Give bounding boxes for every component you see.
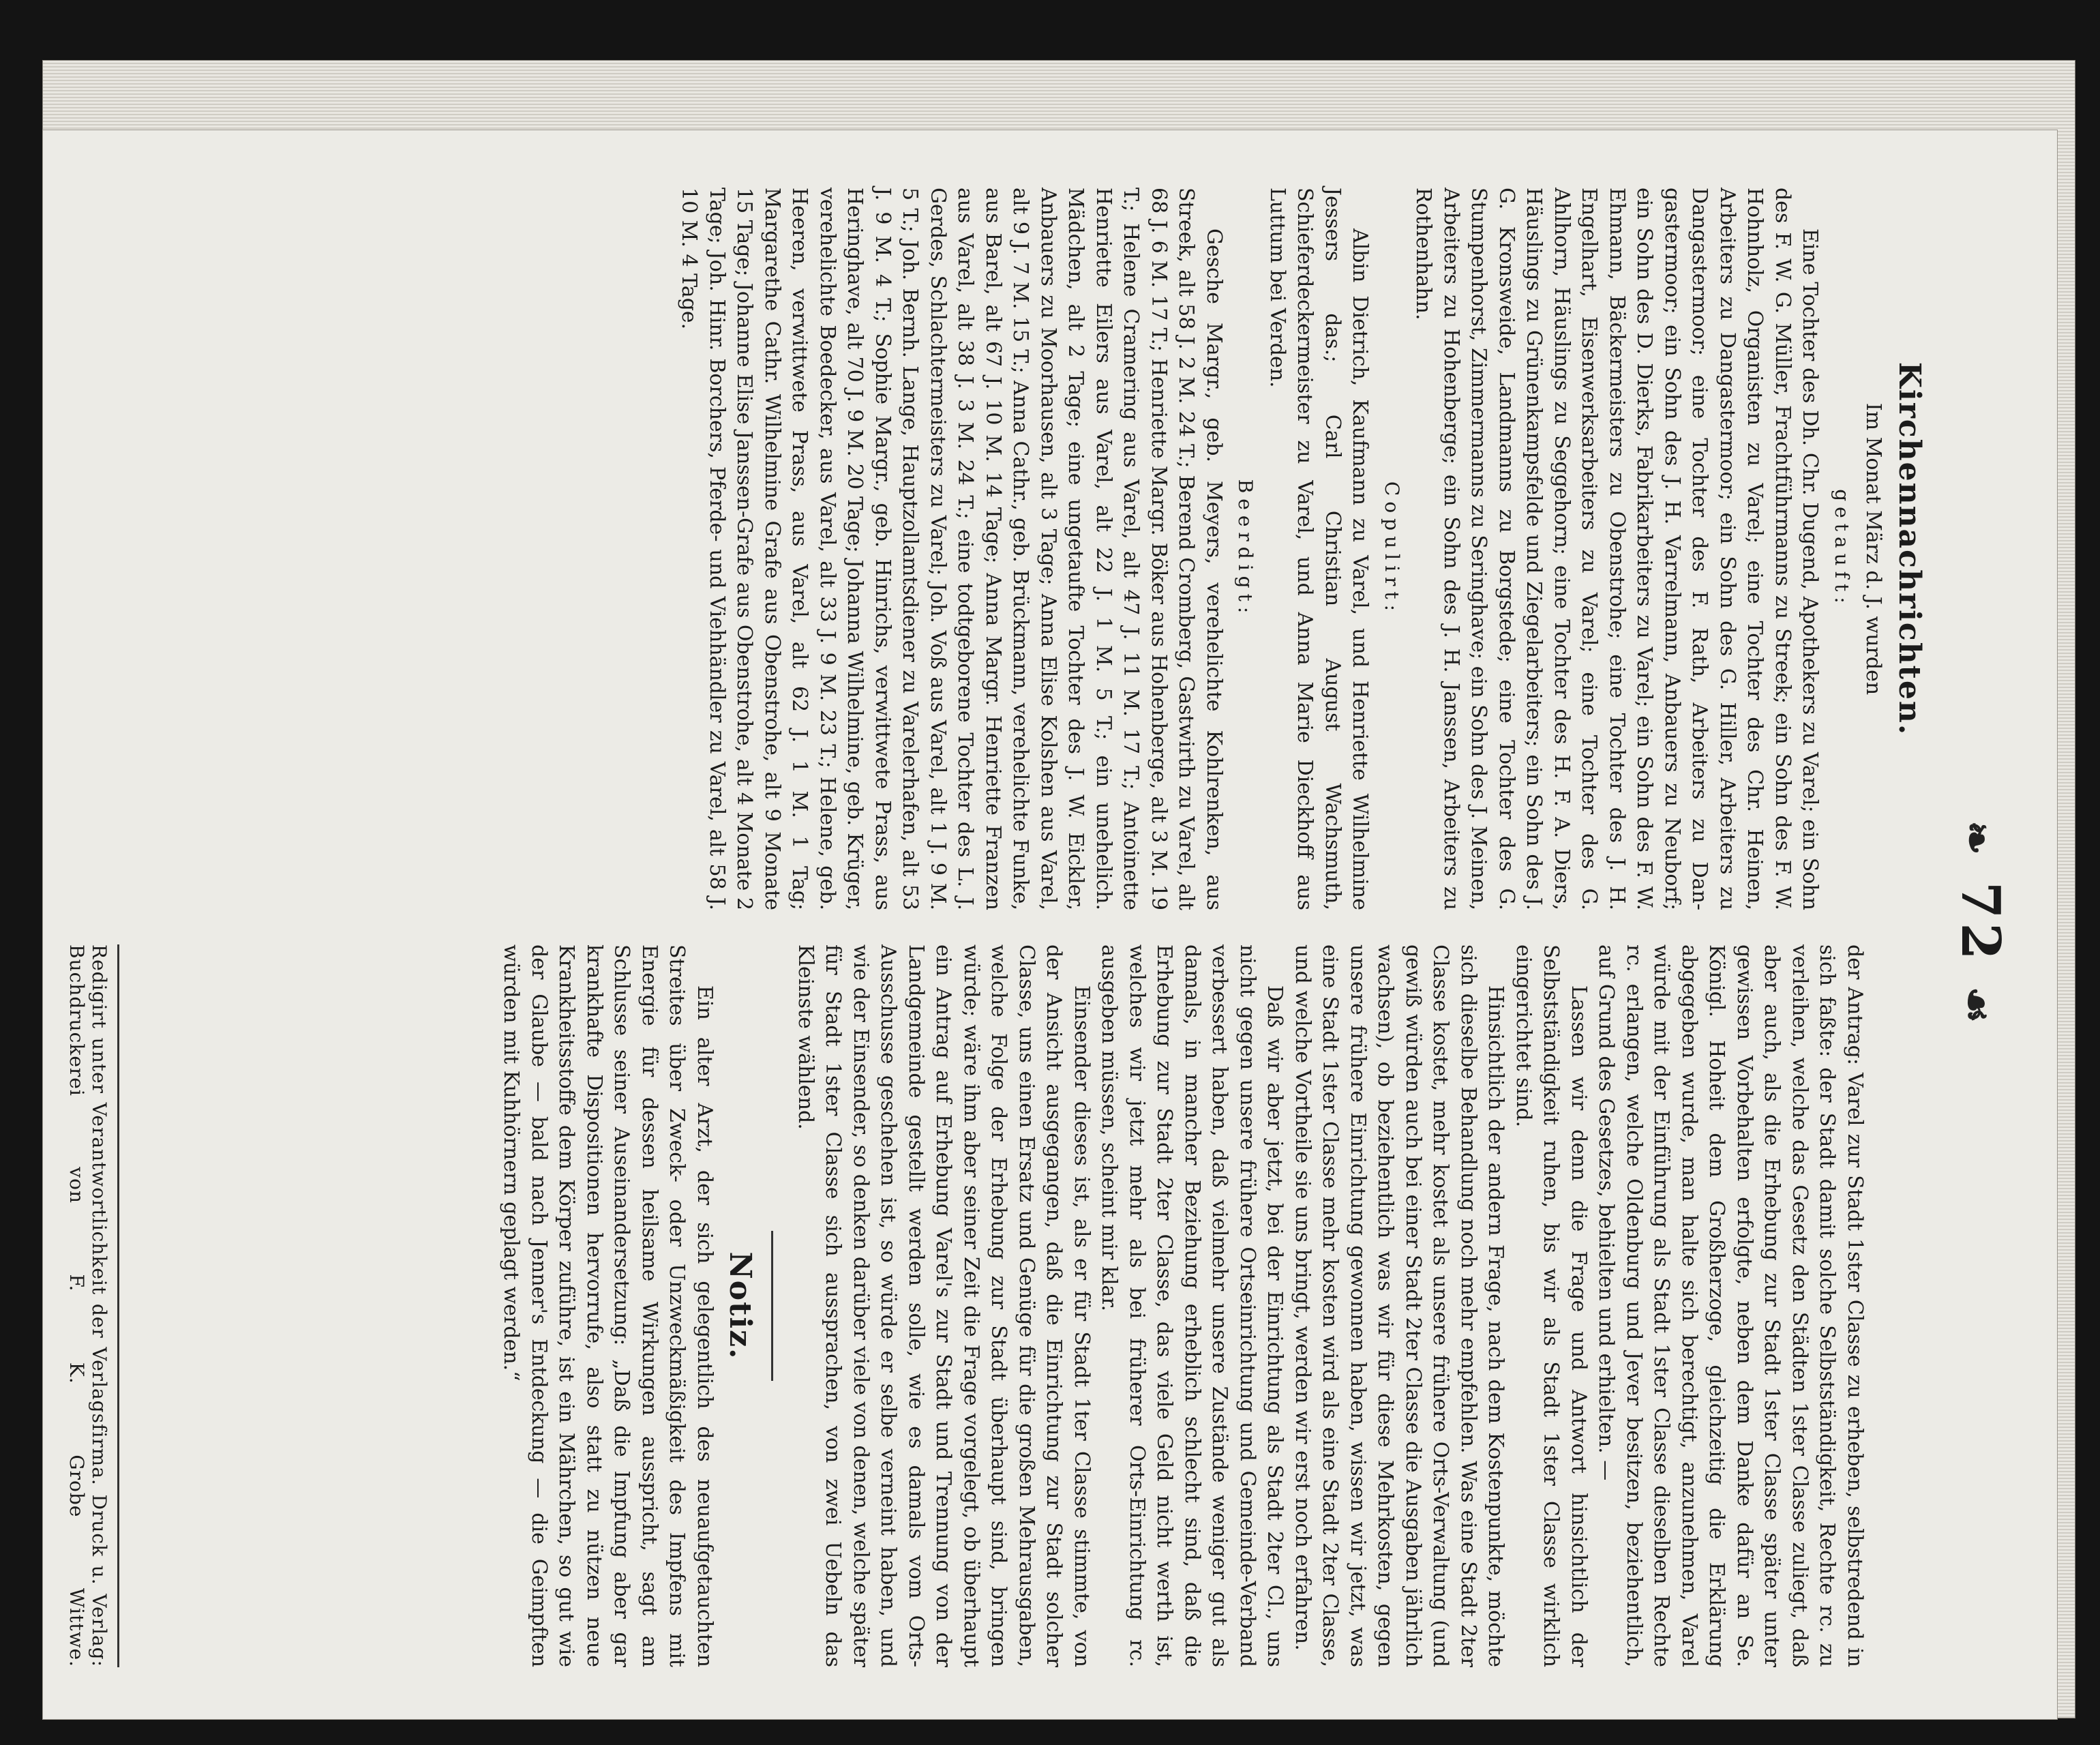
ornament-right-icon: ☙	[1952, 986, 2000, 1028]
subhead-getauft: getauft:	[1831, 489, 1853, 609]
subhead-copulirt: Copulirt:	[1381, 481, 1403, 617]
ornament-left-icon: ❧	[1952, 820, 2000, 859]
article-paragraph-1: der Antrag: Varel zur Stadt 1ster Classe zu erheben, selbstredend in sich faßte: der Stadt damit solche Selbstständigkeit, Rechte rc. zu verleihen, welche das Gesetz den Städten 1ster Classe zuliegt, daß aber auch, als die Erhebung zur Stadt 1ster Classe später unter gewissen Vorbehalten erfolgte, neben dem Danke dafür an Se. Königl. Hoheit dem Großherzoge, gleichzeitig die Erklärung abgegeben wurde, man halte sich berechtigt, anzunehmen, Varel würde mit der Einführung als Stadt 1ster Classe dieselben Rechte rc. erlangen, welche Oldenburg und Jever besitzen, beziehentlich, auf Grund des Gesetzes, behielten und erhielten. —	[1594, 944, 1867, 1667]
section-title-notiz: Notiz.	[723, 1251, 758, 1360]
page-header	[1949, 140, 2011, 1708]
footer-divider	[117, 944, 119, 1667]
article-paragraph-2: Lassen wir denn die Frage und Antwort hinsichtlich der Selbstständigkeit ruhen, bis wir als Stadt 1ster Classe wirklich eingerichtet sind.	[1512, 944, 1591, 1667]
article-paragraph-3: Hinsichtlich der andern Frage, nach dem Kostenpunkte, möchte sich dieselbe Behandlung noch mehr empfehlen. Was eine Stadt 2ter Classe kostet, mehr kostet als unsere frühere Orts-Verwaltung (und gewiß würden auch bei einer Stadt 2ter Classe die Ausgaben jährlich wachsen), ob beziehentlich was wir für diese Mehrkosten, gegen unsere frühere Einrichtung gewonnen haben, wissen wir jetzt, was eine Stadt 1ster Classe mehr kosten wird als eine Stadt 2ter Classe, und welche Vortheile sie uns bringt, werden wir erst noch erfahren.	[1291, 944, 1508, 1667]
imprint-footer: Redigirt unter Verantwortlichkeit der Verlagsfirma. Druck u. Verlag: Buchdruckerei von F. K. Grobe Wittwe.	[65, 944, 110, 1667]
page-number: 72	[1949, 881, 2011, 964]
baptisms-paragraph: Eine Tochter des Dh. Chr. Dugend, Apothekers zu Varel; ein Sohn des F. W. G. Müller, Frachtführmanns zu Streek; ein Sohn des F. W. Hohnholz, Organisten zu Varel; eine Tochter des Chr. Heinen, Arbeiters zu Dangastermoor; ein Sohn des G. Hiller, Arbeiters zu Dangastermoor; eine Tochter des F. Rath, Arbeiters zu Dangastermoor; ein Sohn des J. H. Varrelmann, Anbauers zu Neuborf; ein Sohn des D. Dierks, Fabrikarbeiters zu Varel; ein Sohn des F. W. Ehmann, Bäckermeisters zu Obenstrohe; eine Tochter des J. H. Engelhart, Eisenwerksarbeiters zu Varel; eine Tochter des G. Ahlhorn, Häuslings zu Seggehorn; eine Tochter des H. F. A. Diers, Häuslings zu Grünenkampsfelde und Ziegelarbeiters; ein Sohn des J. G. Kronsweide, Landmanns zu Borgstede; eine Tochter des G. Stumpenhorst, Zimmermanns zu Seringhave; ein Sohn des J. Meinen, Arbeiters zu Hohenberge; ein Sohn des J. H. Janssen, Arbeiters zu Rothenhahn.	[1411, 188, 1822, 910]
article-paragraph-4: Daß wir aber jetzt, bei der Einrichtung als Stadt 2ter Cl., uns nicht gegen unsere frühere Ortseinrichtung und Gemeinde-Verband verbessert haben, daß vielmehr unsere Zustände weniger gut als damals, in mancher Beziehung erheblich schlecht sind, daß die Erhebung zur Stadt 2ter Classe, das viele Geld nicht werth ist, welches wir jetzt mehr als bei früherer Orts-Einrichtung rc. ausgeben müssen, scheint mir klar.	[1097, 944, 1287, 1667]
rotated-page-content	[61, 140, 2039, 1708]
left-column	[675, 188, 1927, 910]
section-title-kirchennachrichten: Kirchennachrichten.	[1892, 361, 1927, 736]
right-column	[497, 944, 1868, 1667]
marriages-paragraph: Albin Dietrich, Kaufmann zu Varel, und Henriette Wilhelmine Jessers das.; Carl Christian August Wachsmuth, Schieferdeckermeister zu Varel, und Anna Marie Dieckhoff aus Luttum bei Verden.	[1265, 188, 1372, 910]
notiz-paragraph: Ein alter Arzt, der sich gelegentlich des neuaufgetauchten Streites über Zweck- oder Unzweckmäßigkeit des Impfens mit Energie für dessen heilsame Wirkungen ausspricht, sagt am Schlusse seiner Auseinandersetzung: „Daß die Impfung aber gar krankhafte Dispositionen hervorrufe, also statt zu nützen neue Krankheitsstoffe dem Körper zuführe, ist ein Mährchen, so gut wie der Glaube — bald nach Jenner's Entdeckung — die Geimpften würden mit Kuhhörnern geplagt werden.“	[499, 944, 717, 1667]
section-divider	[772, 1231, 774, 1381]
article-paragraph-5: Einsender dieses ist, als er für Stadt 1ter Classe stimmte, von der Ansicht ausgegangen, daß die Einrichtung zur Stadt solcher Classe, uns einen Ersatz und Genüge für die großen Mehrausgaben, welche Folge der Erhebung zur Stadt überhaupt sind, bringen würde; wäre ihm aber seiner Zeit die Frage vorgelegt, ob überhaupt ein Antrag auf Erhebung Varel's zur Stadt und Trennung von der Landgemeinde gestellt werden solle, wie es damals vom Orts-Ausschusse geschehen ist, so würde er selbe verneint haben, und wie der Einsender, so denken darüber viele von denen, welche später für Stadt 1ster Classe sich aussprachen, von zwei Uebeln das Kleinste wählend.	[794, 944, 1094, 1667]
month-line: Im Monat März d. J. wurden	[1861, 402, 1886, 696]
burials-paragraph: Gesche Margr., geb. Meyers, verehelichte Kohlrenken, aus Streek, alt 58 J. 2 M. 24 T.; Berend Cromberg, Gastwirth zu Varel, alt 68 J. 6 M. 17 T.; Henriette Margr. Böker aus Hohenberge, alt 3 M. 19 T.; Helene Cramering aus Varel, alt 47 J. 11 M. 17 T.; Antoinette Henriette Eilers aus Varel, alt 22 J. 1 M. 5 T.; ein unehelich. Mädchen, alt 2 Tage; eine ungetaufte Tochter des J. W. Eickler, Anbauers zu Moorhausen, alt 3 Tage; Anna Elise Kolshen aus Varel, alt 9 J. 7 M. 15 T.; Anna Cathr., geb. Brückmann, verehelichte Funke, aus Barel, alt 67 J. 10 M. 14 Tage; Anna Margr. Henriette Franzen aus Varel, alt 38 J. 3 M. 24 T.; eine todtgeborene Tochter des L. J. Gerdes, Schlachtermeisters zu Varel; Joh. Voß aus Varel, alt 1 J. 9 M. 5 T.; Joh. Bernh. Lange, Hauptzollamtsdiener zu Varelerhafen, alt 53 J. 9 M. 4 T.; Sophie Margr., geb. Hinrichs, verwittwete Prass, aus Heringhave, alt 70 J. 9 M. 20 Tage; Johanna Wilhelmine, geb. Krüger, verehelichte Boedecker, aus Varel, alt 33 J. 9 M. 23 T.; Helene, geb. Heeren, verwittwete Prass, aus Varel, alt 62 J. 1 M. 1 Tag; Margarethe Cathr. Wilhelmine Grafe aus Obenstrohe, alt 9 Monate 15 Tage; Johanne Elise Janssen-Grafe aus Obenstrohe, alt 4 Monate 2 Tage; Joh. Hinr. Borchers, Pferde- und Viehhändler zu Varel, alt 58 J. 10 M. 4 Tage.	[677, 188, 1226, 910]
subhead-beerdigt: Beerdigt:	[1234, 479, 1257, 619]
